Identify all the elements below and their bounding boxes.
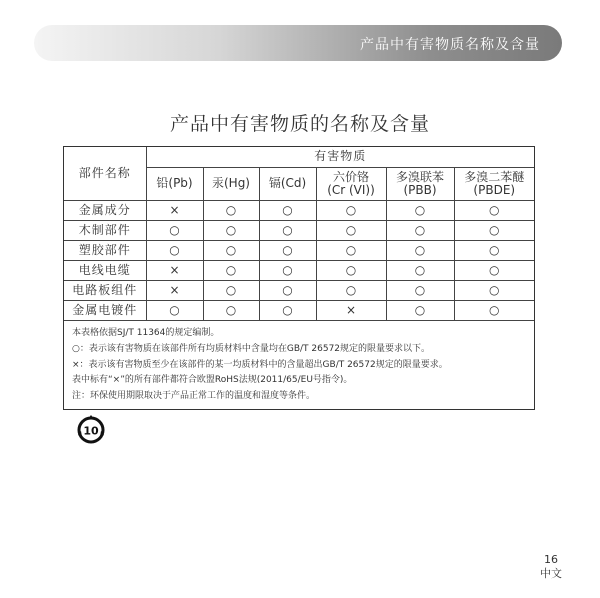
part-name-cell: 电路板组件: [64, 280, 146, 300]
table-row: [64, 220, 534, 240]
substance-header-line: (PBDE): [473, 182, 516, 197]
substance-header-line: (Cr (VI)): [327, 182, 375, 197]
table-notes: [72, 326, 532, 405]
header-title: 产品中有害物质名称及含量: [360, 37, 540, 53]
substance-header-line: 六价铬: [332, 169, 369, 184]
note-line: 注：环保使用期限取决于产品正常工作的温度和湿度等条件。: [72, 391, 316, 402]
note-line: 本表格依据SJ/T 11364的规定编制。: [72, 328, 220, 338]
substance-value-cell: ○: [259, 220, 316, 240]
part-name-cell: 金属成分: [64, 200, 146, 220]
substance-value-cell: ○: [146, 240, 203, 260]
substance-value-cell: ○: [146, 220, 203, 240]
logo-number: 10: [83, 424, 99, 438]
substance-header: [259, 167, 316, 200]
document-title: 产品中有害物质的名称及含量: [169, 113, 430, 135]
substance-header-line: 铅(Pb): [156, 176, 193, 190]
header-bar: [34, 25, 562, 61]
substance-header-line: 汞(Hg): [211, 176, 250, 190]
substance-value-cell: ○: [259, 280, 316, 300]
substance-value-cell: ○: [386, 280, 454, 300]
substance-value-cell: ○: [203, 300, 259, 320]
substance-value-cell: ○: [259, 200, 316, 220]
note-line: ○：表示该有害物质在该部件所有均质材料中含量均在GB/T 26572规定的限量要求以下。: [72, 343, 431, 354]
table-row: [64, 260, 534, 280]
substance-value-cell: ○: [146, 300, 203, 320]
table-row: [64, 280, 534, 300]
part-name-header: 部件名称: [64, 147, 146, 200]
substance-value-cell: ○: [316, 260, 386, 280]
substance-header: [203, 167, 259, 200]
substance-value-cell: ○: [454, 280, 534, 300]
substance-header: [386, 167, 454, 200]
substance-value-cell: ○: [316, 200, 386, 220]
note-line: 表中标有“×”的所有部件都符合欧盟RoHS法规(2011/65/EU号指令)。: [72, 375, 353, 386]
substance-header: [146, 167, 203, 200]
page-number: 16: [544, 553, 558, 566]
page-footer: [540, 553, 562, 581]
table-row: [64, 240, 534, 260]
substance-value-cell: ○: [259, 240, 316, 260]
part-name-cell: 木制部件: [64, 220, 146, 240]
substance-value-cell: ○: [203, 200, 259, 220]
hazardous-substance-table: [64, 147, 534, 321]
substance-value-cell: ○: [386, 300, 454, 320]
part-name-cell: 金属电镀件: [64, 300, 146, 320]
substance-value-cell: ○: [454, 200, 534, 220]
page-language: 中文: [540, 567, 562, 580]
substance-header-line: 多溴二苯醚: [464, 169, 525, 184]
part-name-cell: 电线电缆: [64, 260, 146, 280]
substance-header: [316, 167, 386, 200]
substance-value-cell: ○: [316, 220, 386, 240]
substance-value-cell: ○: [454, 240, 534, 260]
substance-value-cell: ○: [259, 300, 316, 320]
substance-group-header: 有害物质: [146, 147, 534, 167]
substance-value-cell: ×: [146, 260, 203, 280]
table-row: [64, 200, 534, 220]
substance-header-line: 多溴联苯: [395, 169, 444, 184]
substance-value-cell: ○: [386, 260, 454, 280]
environmental-protection-use-period-icon: [75, 414, 107, 446]
substance-value-cell: ○: [259, 260, 316, 280]
substance-value-cell: ×: [146, 200, 203, 220]
substance-value-cell: ○: [203, 280, 259, 300]
substance-value-cell: ○: [203, 240, 259, 260]
substance-header-line: (PBB): [403, 182, 437, 197]
substance-value-cell: ○: [386, 240, 454, 260]
substance-value-cell: ○: [386, 220, 454, 240]
substance-header-line: 镉(Cd): [268, 176, 307, 190]
substance-value-cell: ○: [454, 300, 534, 320]
substance-value-cell: ○: [203, 220, 259, 240]
substance-value-cell: ×: [146, 280, 203, 300]
substance-header: [454, 167, 534, 200]
substance-value-cell: ○: [454, 260, 534, 280]
substance-value-cell: ×: [316, 300, 386, 320]
substance-value-cell: ○: [203, 260, 259, 280]
table-row: [64, 300, 534, 320]
substance-value-cell: ○: [316, 280, 386, 300]
substance-value-cell: ○: [454, 220, 534, 240]
table-body: [64, 200, 534, 320]
part-name-cell: 塑胶部件: [64, 240, 146, 260]
substance-value-cell: ○: [316, 240, 386, 260]
substance-value-cell: ○: [386, 200, 454, 220]
note-line: ×：表示该有害物质至少在该部件的某一均质材料中的含量超出GB/T 26572规定的限量要求。: [72, 359, 448, 370]
